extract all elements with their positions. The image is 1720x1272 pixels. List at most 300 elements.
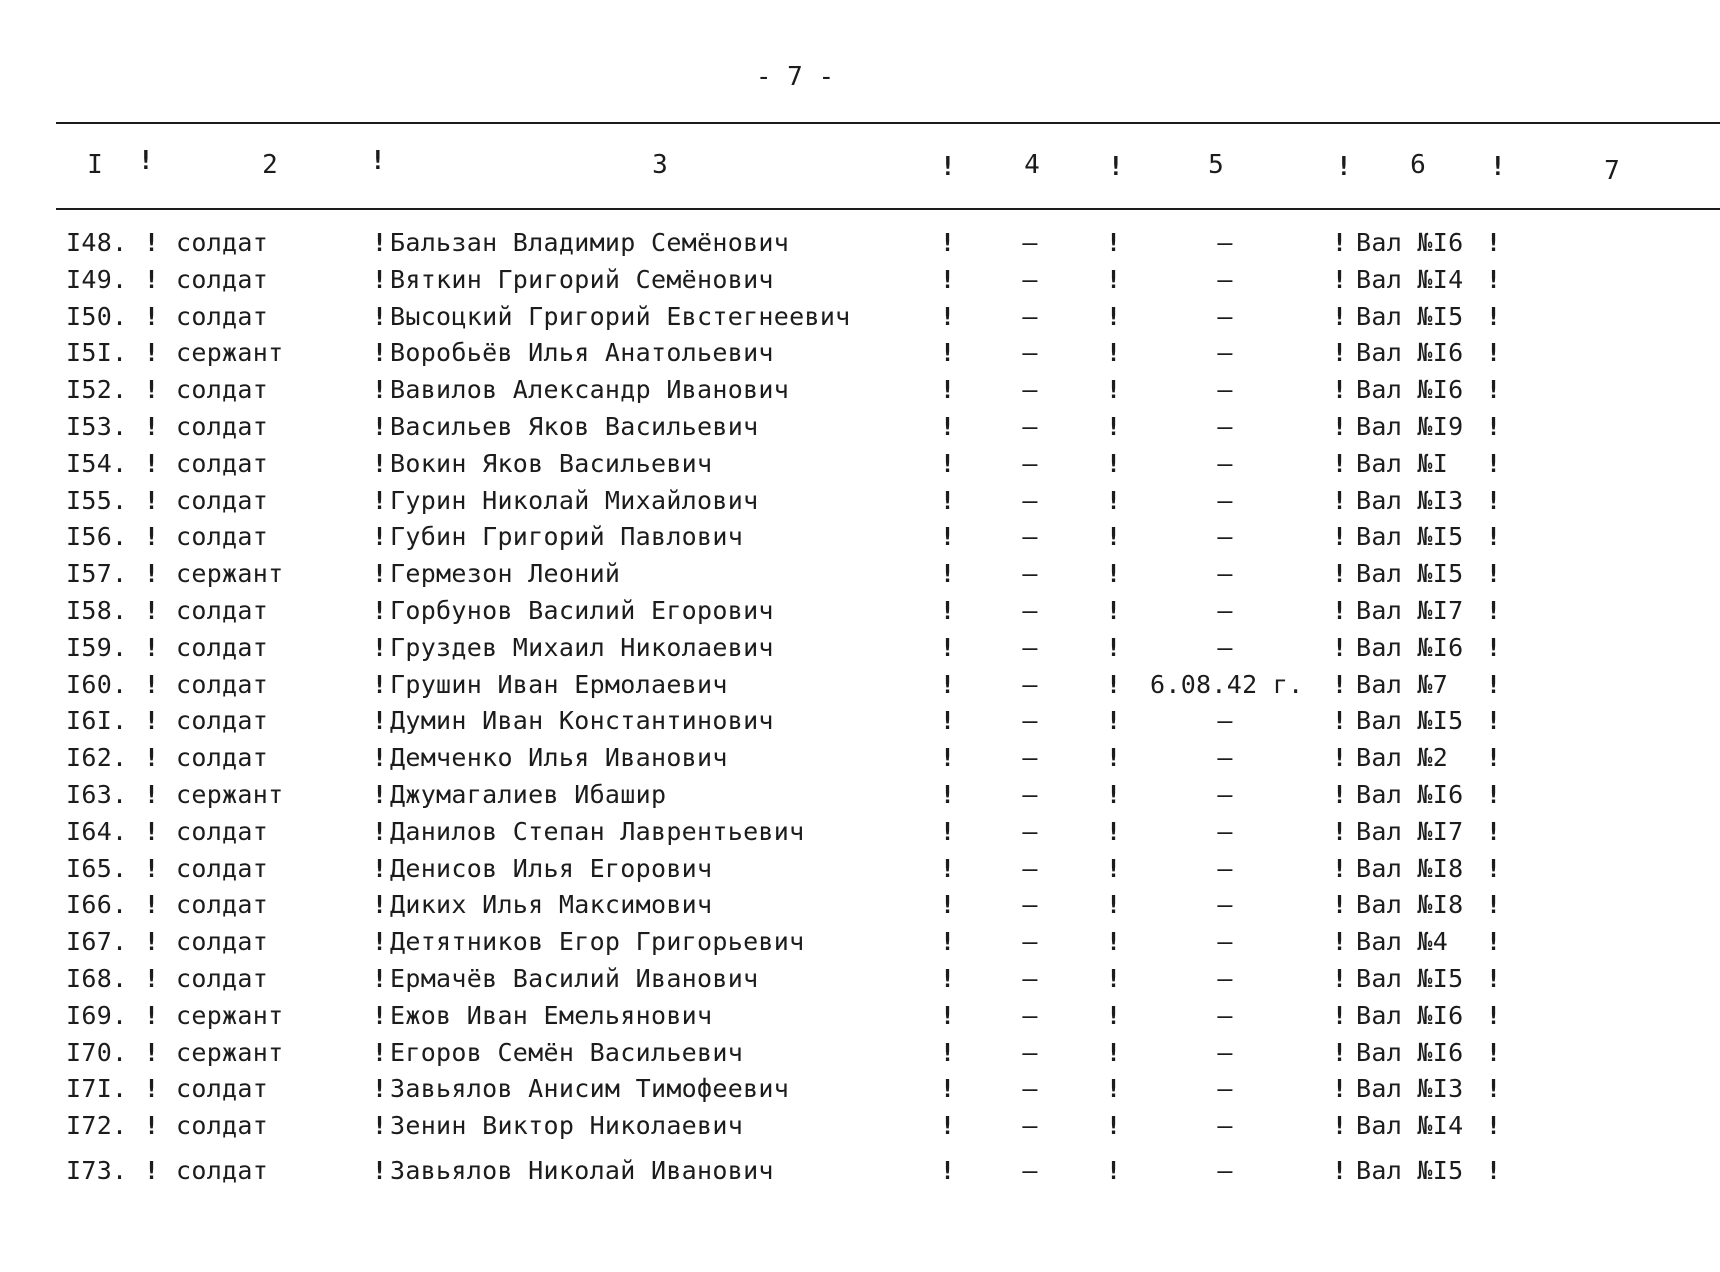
row-rank: солдат [176, 485, 269, 515]
column-separator: ! [144, 743, 160, 773]
row-col-5: – [1217, 816, 1233, 846]
column-separator: ! [372, 743, 388, 773]
row-col-5: – [1217, 1156, 1233, 1185]
column-separator: ! [1486, 264, 1502, 294]
column-separator: ! [940, 853, 956, 883]
row-col-4: – [1022, 927, 1038, 957]
column-separator: ! [940, 927, 956, 957]
row-name: Данилов Степан Лаврентьевич [390, 816, 805, 846]
row-col-4: – [1022, 964, 1038, 993]
row-burial-site: Вал №2 [1356, 743, 1449, 773]
row-rank: солдат [176, 927, 269, 957]
column-separator: ! [1106, 632, 1122, 662]
row-name: Воробьёв Илья Анатольевич [390, 338, 774, 368]
column-separator: ! [940, 743, 956, 773]
row-burial-site: Вал №I3 [1356, 1074, 1464, 1104]
column-separator: ! [1332, 706, 1348, 736]
column-separator: ! [372, 338, 388, 368]
table-row [0, 743, 1720, 779]
column-separator: ! [372, 1111, 388, 1141]
column-separator: ! [144, 890, 160, 920]
row-number: I70. [66, 1037, 128, 1067]
row-col-4: – [1022, 1074, 1038, 1104]
row-name: Завьялов Анисим Тимофеевич [390, 1074, 790, 1104]
row-burial-site: Вал №I6 [1356, 1037, 1464, 1067]
row-col-5: – [1217, 301, 1233, 331]
row-burial-site: Вал №I6 [1356, 1000, 1464, 1030]
row-number: I48. [66, 228, 128, 257]
row-name: Зенин Виктор Николаевич [390, 1111, 744, 1141]
header-col-4: 4 [1024, 150, 1040, 180]
row-number: I53. [66, 412, 128, 441]
column-separator: ! [1486, 816, 1502, 846]
row-col-4: – [1022, 522, 1038, 552]
column-separator: ! [1332, 1037, 1348, 1067]
column-separator: ! [1332, 1156, 1348, 1185]
row-rank: солдат [176, 890, 269, 920]
table-row [0, 486, 1720, 522]
row-burial-site: Вал №I6 [1356, 375, 1464, 405]
row-col-5: – [1217, 485, 1233, 515]
table-row [0, 670, 1720, 706]
row-rank: солдат [176, 301, 269, 331]
column-separator: ! [1332, 301, 1348, 331]
row-rank: солдат [176, 743, 269, 773]
column-separator: ! [1332, 596, 1348, 625]
table-row [0, 817, 1720, 853]
column-separator: ! [144, 301, 160, 331]
row-col-5: – [1217, 522, 1233, 552]
column-separator: ! [372, 412, 388, 441]
row-burial-site: Вал №7 [1356, 669, 1449, 699]
row-name: Груздев Михаил Николаевич [390, 632, 774, 662]
column-separator: ! [1486, 706, 1502, 736]
column-separator: ! [1332, 448, 1348, 478]
column-separator: ! [940, 522, 956, 552]
column-separator: ! [1106, 559, 1122, 589]
column-separator: ! [1332, 559, 1348, 589]
column-separator: ! [1332, 816, 1348, 846]
row-burial-site: Вал №I8 [1356, 890, 1464, 920]
table-row [0, 412, 1720, 448]
column-separator: ! [1332, 1074, 1348, 1104]
column-separator: ! [1332, 780, 1348, 809]
column-separator: ! [144, 706, 160, 736]
row-number: I56. [66, 522, 128, 552]
column-separator: ! [144, 485, 160, 515]
table-row [0, 890, 1720, 926]
row-rank: солдат [176, 375, 269, 405]
column-separator: ! [144, 596, 160, 625]
table-row [0, 1156, 1720, 1192]
column-separator: ! [372, 1074, 388, 1104]
row-burial-site: Вал №I3 [1356, 485, 1464, 515]
row-col-4: – [1022, 596, 1038, 625]
column-separator: ! [1332, 1111, 1348, 1141]
column-separator: ! [1332, 338, 1348, 368]
column-separator: ! [940, 301, 956, 331]
column-separator: ! [372, 927, 388, 957]
column-separator: ! [1486, 485, 1502, 515]
column-separator: ! [1106, 1156, 1122, 1185]
header-col-7: 7 [1604, 156, 1620, 186]
table-row [0, 1038, 1720, 1074]
column-separator: ! [372, 264, 388, 294]
column-separator: ! [372, 816, 388, 846]
column-separator: ! [1106, 853, 1122, 883]
row-number: I7I. [66, 1074, 128, 1104]
row-col-5: – [1217, 559, 1233, 589]
column-separator: ! [144, 927, 160, 957]
column-separator: ! [1106, 927, 1122, 957]
row-name: Егоров Семён Васильевич [390, 1037, 744, 1067]
table-row [0, 302, 1720, 338]
column-separator: ! [1332, 522, 1348, 552]
table-row [0, 375, 1720, 411]
column-separator: ! [372, 1156, 388, 1185]
column-separator: ! [1332, 228, 1348, 257]
column-separator: ! [144, 1000, 160, 1030]
row-rank: солдат [176, 853, 269, 883]
column-separator: ! [372, 301, 388, 331]
column-separator: ! [1332, 927, 1348, 957]
row-col-4: – [1022, 338, 1038, 368]
column-separator: ! [144, 264, 160, 294]
row-name: Ежов Иван Емельянович [390, 1000, 713, 1030]
table-row [0, 1111, 1720, 1147]
column-separator: ! [1106, 816, 1122, 846]
header-col-1: I [87, 150, 103, 180]
column-separator: ! [1106, 228, 1122, 257]
column-separator: ! [1486, 780, 1502, 809]
column-separator: ! [1332, 890, 1348, 920]
row-rank: сержант [176, 1000, 284, 1030]
column-separator: ! [144, 522, 160, 552]
column-separator: ! [1106, 412, 1122, 441]
row-rank: солдат [176, 1074, 269, 1104]
column-separator: ! [1106, 743, 1122, 773]
row-rank: солдат [176, 1156, 269, 1185]
column-separator: ! [1106, 338, 1122, 368]
row-col-5: – [1217, 927, 1233, 957]
column-separator: ! [940, 890, 956, 920]
row-col-4: – [1022, 743, 1038, 773]
column-separator: ! [940, 964, 956, 993]
table-row [0, 706, 1720, 742]
row-col-4: – [1022, 890, 1038, 920]
column-separator: ! [1332, 632, 1348, 662]
column-separator: ! [144, 412, 160, 441]
column-separator: ! [1106, 964, 1122, 993]
row-number: I68. [66, 964, 128, 993]
table-row [0, 228, 1720, 264]
column-separator: ! [144, 228, 160, 257]
row-rank: сержант [176, 1037, 284, 1067]
row-col-4: – [1022, 1000, 1038, 1030]
row-name: Детятников Егор Григорьевич [390, 927, 805, 957]
column-separator: ! [372, 375, 388, 405]
row-number: I58. [66, 596, 128, 625]
row-col-5: – [1217, 853, 1233, 883]
column-separator: ! [1486, 1074, 1502, 1104]
table-header-rule [56, 208, 1720, 210]
row-number: I64. [66, 816, 128, 846]
page-number: - 7 - [755, 62, 835, 92]
column-separator: ! [1106, 485, 1122, 515]
row-number: I5I. [66, 338, 128, 368]
row-number: I57. [66, 559, 128, 589]
row-rank: солдат [176, 264, 269, 294]
column-separator: ! [1486, 964, 1502, 993]
row-col-5: – [1217, 375, 1233, 405]
row-number: I6I. [66, 706, 128, 736]
column-separator: ! [1486, 1000, 1502, 1030]
row-rank: сержант [176, 338, 284, 368]
column-separator: ! [1106, 1000, 1122, 1030]
row-name: Вяткин Григорий Семёнович [390, 264, 774, 294]
row-burial-site: Вал №I4 [1356, 264, 1464, 294]
column-separator: ! [940, 596, 956, 625]
column-separator: ! [144, 632, 160, 662]
row-rank: солдат [176, 669, 269, 699]
column-separator: ! [1106, 780, 1122, 809]
column-separator: ! [1332, 375, 1348, 405]
row-rank: солдат [176, 448, 269, 478]
table-row [0, 559, 1720, 595]
table-row [0, 927, 1720, 963]
column-separator: ! [372, 485, 388, 515]
column-separator: ! [940, 669, 956, 699]
row-number: I59. [66, 632, 128, 662]
column-separator: ! [1486, 669, 1502, 699]
column-separator: ! [372, 1000, 388, 1030]
row-rank: солдат [176, 228, 269, 257]
row-col-5: – [1217, 632, 1233, 662]
column-separator: ! [1486, 1037, 1502, 1067]
row-col-4: – [1022, 301, 1038, 331]
row-col-4: – [1022, 632, 1038, 662]
row-col-4: – [1022, 375, 1038, 405]
column-separator: ! [1106, 264, 1122, 294]
row-number: I72. [66, 1111, 128, 1141]
table-row [0, 338, 1720, 374]
table-row [0, 449, 1720, 485]
column-separator: ! [1486, 412, 1502, 441]
row-number: I66. [66, 890, 128, 920]
row-col-4: – [1022, 559, 1038, 589]
table-row [0, 1074, 1720, 1110]
column-separator: ! [1106, 890, 1122, 920]
column-separator: ! [940, 706, 956, 736]
header-col-5: 5 [1208, 150, 1224, 180]
column-separator: ! [1486, 522, 1502, 552]
column-separator: ! [144, 1111, 160, 1141]
row-name: Джумагалиев Ибашир [390, 780, 667, 809]
row-col-4: – [1022, 264, 1038, 294]
row-burial-site: Вал №I6 [1356, 780, 1464, 809]
row-burial-site: Вал №I9 [1356, 412, 1464, 441]
column-separator: ! [940, 632, 956, 662]
row-col-4: – [1022, 853, 1038, 883]
header-separator: ! [940, 152, 956, 182]
column-separator: ! [372, 669, 388, 699]
row-rank: солдат [176, 632, 269, 662]
column-separator: ! [1332, 1000, 1348, 1030]
column-separator: ! [1486, 1156, 1502, 1185]
row-col-5: – [1217, 338, 1233, 368]
row-name: Денисов Илья Егорович [390, 853, 713, 883]
header-col-3: 3 [652, 150, 668, 180]
column-separator: ! [372, 853, 388, 883]
row-col-5: – [1217, 743, 1233, 773]
column-separator: ! [940, 338, 956, 368]
row-name: Завьялов Николай Иванович [390, 1156, 774, 1185]
column-separator: ! [1106, 706, 1122, 736]
row-name: Ермачёв Василий Иванович [390, 964, 759, 993]
column-separator: ! [372, 559, 388, 589]
header-separator: ! [1490, 152, 1506, 182]
column-separator: ! [1486, 375, 1502, 405]
column-separator: ! [1106, 596, 1122, 625]
row-rank: солдат [176, 964, 269, 993]
row-col-5: – [1217, 706, 1233, 736]
column-separator: ! [144, 853, 160, 883]
table-top-rule [56, 122, 1720, 124]
row-col-4: – [1022, 485, 1038, 515]
column-separator: ! [1106, 1037, 1122, 1067]
row-number: I63. [66, 780, 128, 809]
column-separator: ! [1106, 301, 1122, 331]
header-col-6: 6 [1410, 150, 1426, 180]
column-separator: ! [940, 448, 956, 478]
table-row [0, 1001, 1720, 1037]
column-separator: ! [1486, 1111, 1502, 1141]
column-separator: ! [1332, 743, 1348, 773]
row-burial-site: Вал №I6 [1356, 228, 1464, 257]
row-rank: сержант [176, 780, 284, 809]
header-separator: ! [370, 146, 386, 176]
column-separator: ! [144, 1037, 160, 1067]
row-name: Демченко Илья Иванович [390, 743, 728, 773]
column-separator: ! [372, 1037, 388, 1067]
table-row [0, 633, 1720, 669]
row-burial-site: Вал №I5 [1356, 964, 1464, 993]
column-separator: ! [372, 522, 388, 552]
column-separator: ! [1486, 448, 1502, 478]
row-burial-site: Вал №I5 [1356, 1156, 1464, 1185]
row-col-5: – [1217, 964, 1233, 993]
column-separator: ! [1486, 743, 1502, 773]
row-burial-site: Вал №I [1356, 448, 1449, 478]
row-rank: солдат [176, 412, 269, 441]
header-separator: ! [1108, 152, 1124, 182]
column-separator: ! [372, 596, 388, 625]
column-separator: ! [940, 1074, 956, 1104]
table-row [0, 854, 1720, 890]
column-separator: ! [940, 780, 956, 809]
row-col-5: – [1217, 264, 1233, 294]
column-separator: ! [144, 559, 160, 589]
column-separator: ! [940, 816, 956, 846]
column-separator: ! [372, 448, 388, 478]
row-col-4: – [1022, 448, 1038, 478]
column-separator: ! [940, 412, 956, 441]
row-number: I55. [66, 485, 128, 515]
row-col-5: 6.08.42 г. [1150, 669, 1304, 699]
row-burial-site: Вал №4 [1356, 927, 1449, 957]
row-name: Вокин Яков Васильевич [390, 448, 713, 478]
row-col-4: – [1022, 1156, 1038, 1185]
row-name: Думин Иван Константинович [390, 706, 774, 736]
header-separator: ! [138, 146, 154, 176]
row-rank: солдат [176, 596, 269, 625]
row-number: I73. [66, 1156, 128, 1185]
column-separator: ! [144, 338, 160, 368]
column-separator: ! [940, 1111, 956, 1141]
column-separator: ! [1106, 669, 1122, 699]
column-separator: ! [1486, 559, 1502, 589]
header-separator: ! [1336, 152, 1352, 182]
row-col-4: – [1022, 816, 1038, 846]
column-separator: ! [940, 1037, 956, 1067]
row-col-5: – [1217, 1074, 1233, 1104]
row-col-5: – [1217, 780, 1233, 809]
column-separator: ! [940, 485, 956, 515]
column-separator: ! [940, 559, 956, 589]
column-separator: ! [1486, 890, 1502, 920]
row-number: I60. [66, 669, 128, 699]
row-number: I54. [66, 448, 128, 478]
row-burial-site: Вал №I6 [1356, 632, 1464, 662]
row-name: Диких Илья Максимович [390, 890, 713, 920]
column-separator: ! [1106, 448, 1122, 478]
row-col-4: – [1022, 1037, 1038, 1067]
row-number: I49. [66, 264, 128, 294]
table-row [0, 596, 1720, 632]
row-rank: сержант [176, 559, 284, 589]
row-name: Гермезон Леоний [390, 559, 621, 589]
row-burial-site: Вал №I7 [1356, 596, 1464, 625]
row-col-4: – [1022, 1111, 1038, 1141]
column-separator: ! [1486, 338, 1502, 368]
row-rank: солдат [176, 816, 269, 846]
row-number: I62. [66, 743, 128, 773]
column-separator: ! [372, 706, 388, 736]
column-separator: ! [1486, 632, 1502, 662]
row-burial-site: Вал №I5 [1356, 559, 1464, 589]
column-separator: ! [1486, 228, 1502, 257]
row-col-5: – [1217, 228, 1233, 257]
row-col-5: – [1217, 890, 1233, 920]
column-separator: ! [940, 228, 956, 257]
column-separator: ! [372, 632, 388, 662]
row-number: I67. [66, 927, 128, 957]
column-separator: ! [1332, 853, 1348, 883]
row-rank: солдат [176, 1111, 269, 1141]
column-separator: ! [144, 816, 160, 846]
column-separator: ! [144, 1156, 160, 1185]
column-separator: ! [1486, 927, 1502, 957]
row-name: Губин Григорий Павлович [390, 522, 744, 552]
column-separator: ! [1332, 964, 1348, 993]
column-separator: ! [372, 890, 388, 920]
row-burial-site: Вал №I8 [1356, 853, 1464, 883]
column-separator: ! [1332, 264, 1348, 294]
row-name: Бальзан Владимир Семёнович [390, 228, 790, 257]
row-col-5: – [1217, 1000, 1233, 1030]
table-row [0, 780, 1720, 816]
table-row [0, 964, 1720, 1000]
